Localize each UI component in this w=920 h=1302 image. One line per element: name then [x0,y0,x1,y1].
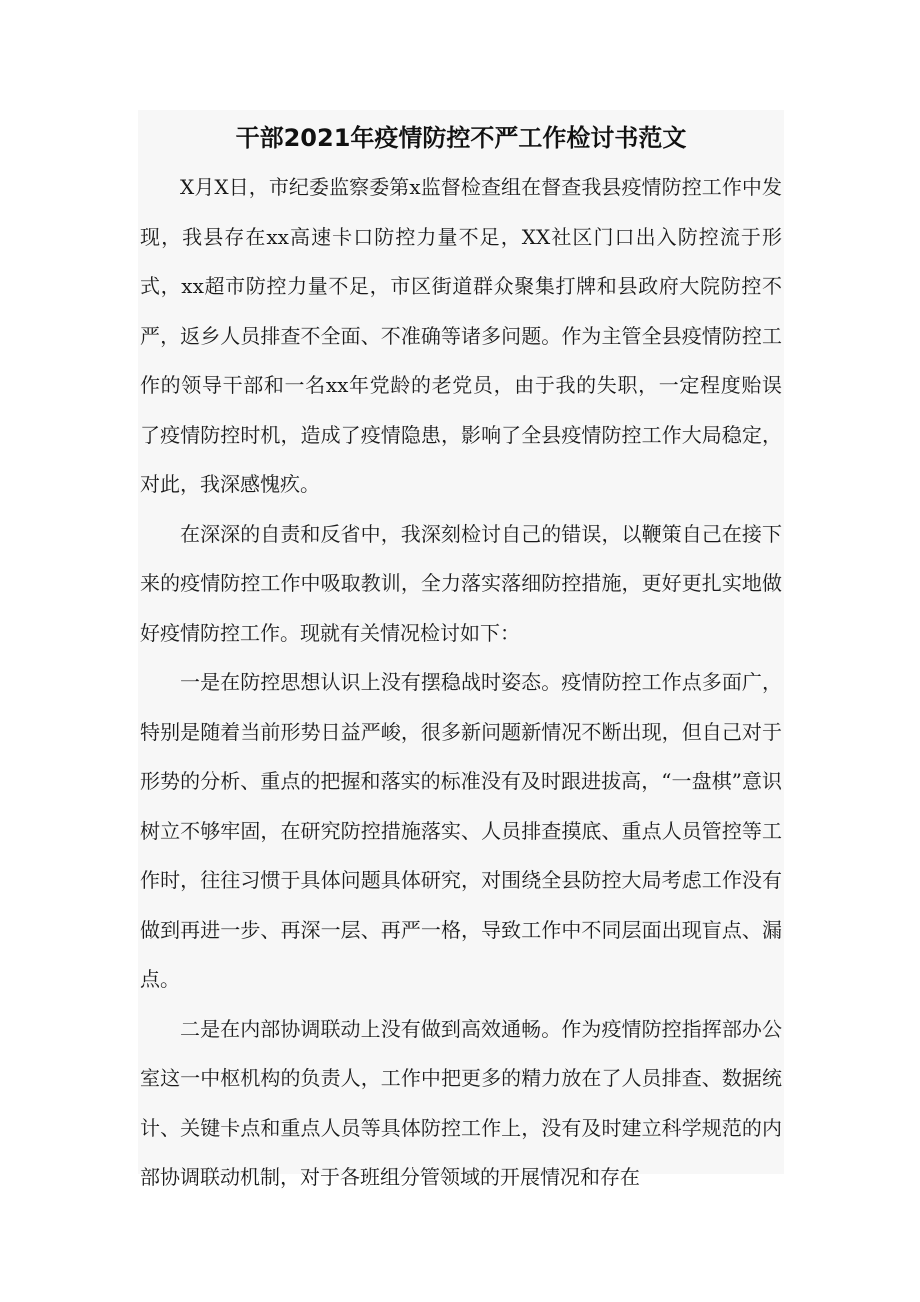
document-title: 干部2021年疫情防控不严工作检讨书范文 [235,124,687,152]
paragraph-1: X月X日，市纪委监察委第x监督检查组在督查我县疫情防控工作中发现，我县存在xx高速卡口防控力量不足，XX社区门口出入防控流于形式，xx超市防控力量不足，市区街道群众聚集打牌和县政府大院防控不严，返乡人员排查不全面、不准确等诸多问题。作为主管全县疫情防控工作的领导干部和一名xx年党龄的老党员，由于我的失职，一定程度贻误了疫情防控时机，造成了疫情隐患，影响了全县疫情防控工作大局稳定，对此，我深感愧疚。 [140,175,782,496]
paragraph-4: 二是在内部协调联动上没有做到高效通畅。作为疫情防控指挥部办公室这一中枢机构的负责人，工作中把更多的精力放在了人员排查、数据统计、关键卡点和重点人员等具体防控工作上，没有及时建立科学规范的内部协调联动机制，对于各班组分管领域的开展情况和存在 [140,1016,782,1189]
document-page [138,110,784,1189]
paragraph-2: 在深深的自责和反省中，我深刻检讨自己的错误，以鞭策自己在接下来的疫情防控工作中吸取教训，全力落实落细防控措施，更好更扎实地做好疫情防控工作。现就有关情况检讨如下： [140,521,782,645]
document-body [140,163,782,1203]
paragraph-3: 一是在防控思想认识上没有摆稳战时姿态。疫情防控工作点多面广，特别是随着当前形势日益严峻，很多新问题新情况不断出现，但自己对于形势的分析、重点的把握和落实的标准没有及时跟进拔高，“一盘棋”意识树立不够牢固，在研究防控措施落实、人员排查摸底、重点人员管控等工作时，往往习惯于具体问题具体研究，对围绕全县防控大局考虑工作没有做到再进一步、再深一层、再严一格，导致工作中不同层面出现盲点、漏点。 [140,670,782,991]
